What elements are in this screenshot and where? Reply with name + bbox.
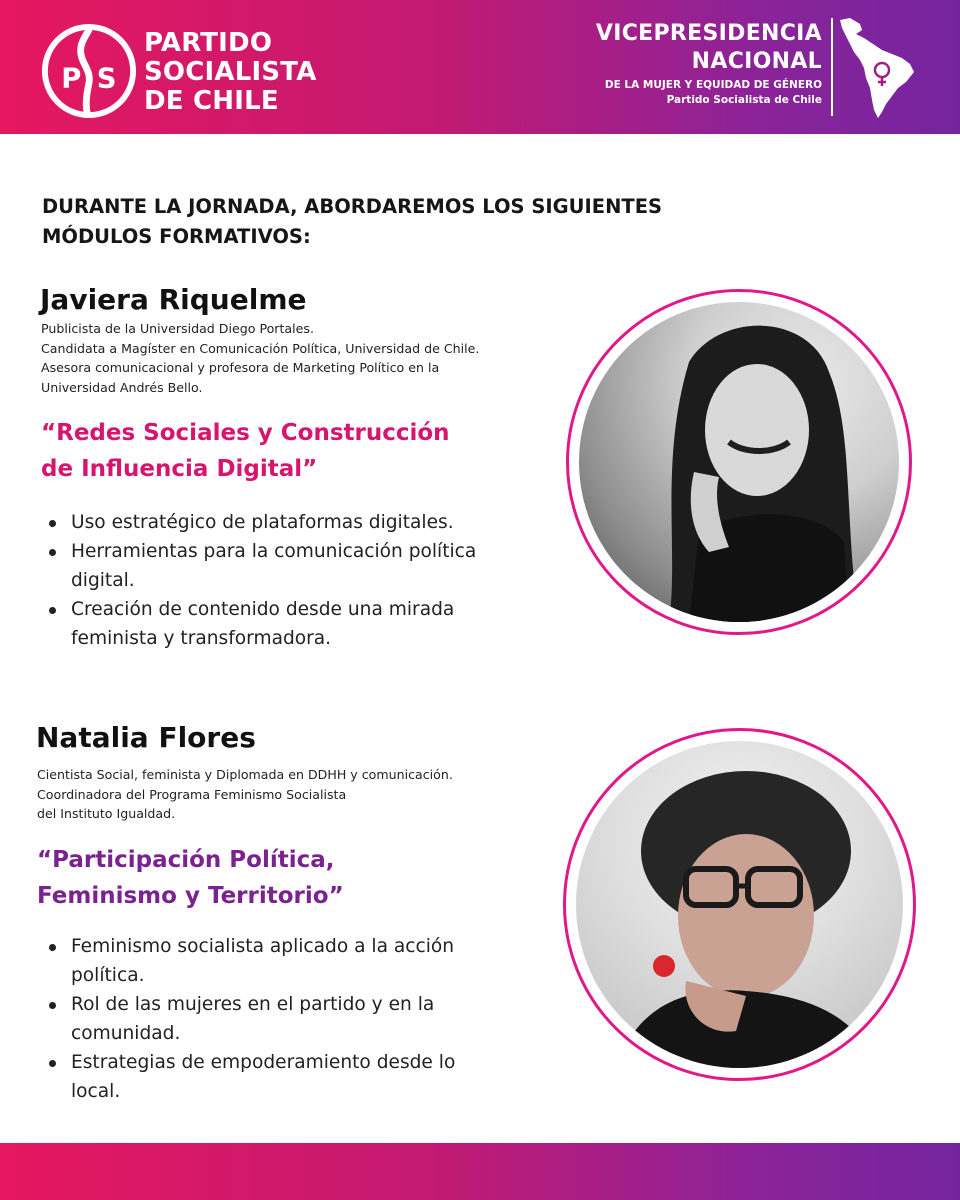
speaker-bio	[37, 765, 453, 824]
module-title-line: “Participación Política,	[37, 847, 335, 873]
speaker-name: Javiera Riquelme	[40, 283, 307, 316]
vicepresidency-title-block	[492, 20, 822, 108]
party-name	[144, 29, 317, 116]
bio-line: Cientista Social, feminista y Diplomada en DDHH y comunicación.	[37, 767, 453, 782]
module-title-line: Feminismo y Territorio”	[37, 883, 344, 909]
vicepresidency-title: NACIONAL	[691, 49, 822, 74]
footer-banner	[0, 1143, 960, 1200]
partido-socialista-logo	[40, 22, 138, 120]
intro-heading	[42, 192, 802, 252]
bio-line: Asesora comunicacional y profesora de Marketing Político en la	[41, 360, 440, 376]
logo-letter-p: P	[61, 63, 82, 95]
topic-list	[42, 508, 476, 653]
party-name-line: SOCIALISTA	[144, 57, 317, 87]
bio-line: Publicista de la Universidad Diego Portales.	[41, 321, 314, 336]
topic-item: Uso estratégico de plataformas digitales.	[42, 508, 476, 537]
speaker-bio	[41, 319, 479, 397]
topic-item: Feminismo socialista aplicado a la acción política.	[42, 932, 455, 990]
topic-item: Estrategias de empoderamiento desde lo local.	[42, 1048, 455, 1106]
vicepresidency-subtitle: DE LA MUJER Y EQUIDAD DE GÉNERO	[604, 79, 822, 91]
module-title	[37, 842, 344, 914]
header-divider	[831, 18, 833, 116]
intro-line: DURANTE LA JORNADA, ABORDAREMOS LOS SIGUIENTES	[42, 195, 663, 218]
speaker-photo	[576, 741, 903, 1068]
speaker-photo-frame	[563, 728, 916, 1081]
vicepresidency-title: VICEPRESIDENCIA	[595, 21, 822, 46]
header-banner	[0, 0, 960, 134]
bio-line: Candidata a Magíster en Comunicación Política, Universidad de Chile.	[41, 340, 480, 356]
party-name-line: PARTIDO	[144, 28, 273, 58]
portrait-silhouette-icon	[576, 741, 903, 1068]
module-title-line: de Influencia Digital”	[41, 456, 318, 482]
portrait-silhouette-icon	[579, 302, 899, 622]
logo-letter-s: S	[96, 63, 117, 95]
topic-list	[42, 932, 455, 1106]
latin-america-map-icon	[836, 16, 922, 120]
bio-line: Coordinadora del Programa Feminismo Socialista	[37, 786, 347, 802]
bio-line: del Instituto Igualdad.	[37, 806, 176, 822]
bio-line: Universidad Andrés Bello.	[41, 379, 203, 395]
intro-line: MÓDULOS FORMATIVOS:	[42, 225, 311, 248]
speaker-name: Natalia Flores	[36, 721, 256, 754]
module-title	[41, 415, 450, 487]
vicepresidency-party: Partido Socialista de Chile	[666, 94, 822, 106]
module-title-line: “Redes Sociales y Construcción	[41, 420, 450, 446]
speaker-photo-frame	[566, 289, 912, 635]
party-name-line: DE CHILE	[144, 86, 279, 116]
speaker-photo	[579, 302, 899, 622]
topic-item: Rol de las mujeres en el partido y en la comunidad.	[42, 990, 455, 1048]
topic-item: Herramientas para la comunicación política digital.	[42, 537, 476, 595]
topic-item: Creación de contenido desde una mirada feminista y transformadora.	[42, 595, 476, 653]
